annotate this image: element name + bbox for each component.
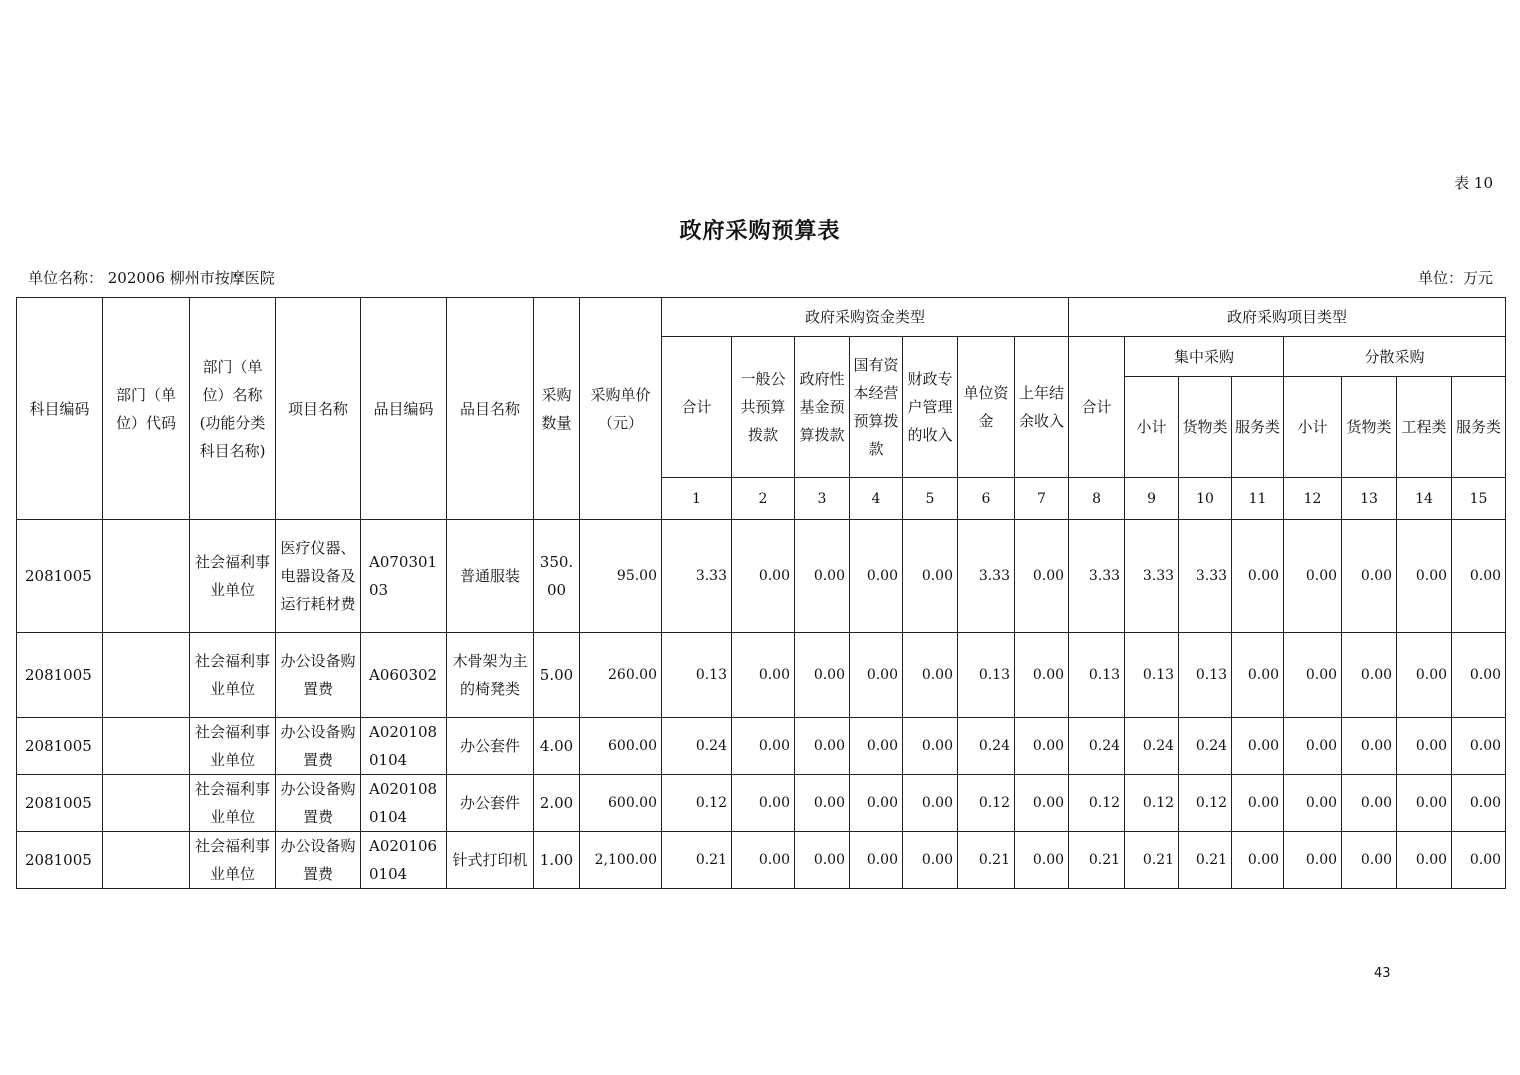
value-cell: 0.24 bbox=[662, 718, 732, 775]
value-cell: 0.00 bbox=[850, 718, 903, 775]
value-cell: 0.00 bbox=[1342, 718, 1397, 775]
value-cell: 0.00 bbox=[732, 520, 795, 633]
header-c-goods: 货物类 bbox=[1179, 377, 1232, 478]
col-index: 3 bbox=[795, 478, 850, 520]
value-cell: 3.33 bbox=[958, 520, 1015, 633]
header-gov-fund: 政府性基金预算拨款 bbox=[795, 337, 850, 478]
value-cell: 0.00 bbox=[1342, 520, 1397, 633]
item-name-cell: 办公套件 bbox=[447, 718, 534, 775]
table-row bbox=[17, 520, 1506, 633]
value-cell: 0.00 bbox=[903, 633, 958, 718]
value-cell: 0.00 bbox=[732, 633, 795, 718]
header-unit-price: 采购单价（元） bbox=[580, 298, 662, 520]
value-cell: 0.00 bbox=[732, 718, 795, 775]
dept-name-cell: 社会福利事业单位 bbox=[190, 633, 276, 718]
value-cell: 0.00 bbox=[795, 832, 850, 889]
value-cell: 0.00 bbox=[1284, 718, 1342, 775]
header-project-type-group: 政府采购项目类型 bbox=[1069, 298, 1506, 337]
value-cell: 0.00 bbox=[903, 775, 958, 832]
value-cell: 0.12 bbox=[1069, 775, 1125, 832]
col-index: 7 bbox=[1015, 478, 1069, 520]
value-cell: 0.00 bbox=[1232, 832, 1284, 889]
value-cell: 0.00 bbox=[1397, 718, 1452, 775]
value-cell: 0.13 bbox=[958, 633, 1015, 718]
value-cell: 0.24 bbox=[958, 718, 1015, 775]
col-index: 9 bbox=[1125, 478, 1179, 520]
project-name-cell: 办公设备购置费 bbox=[276, 718, 361, 775]
subject-code-cell: 2081005 bbox=[17, 633, 103, 718]
header-subject-code: 科目编码 bbox=[17, 298, 103, 520]
header-d-works: 工程类 bbox=[1397, 377, 1452, 478]
quantity-cell: 350.00 bbox=[534, 520, 580, 633]
dept-name-cell: 社会福利事业单位 bbox=[190, 520, 276, 633]
value-cell: 0.00 bbox=[850, 832, 903, 889]
col-index: 13 bbox=[1342, 478, 1397, 520]
header-decentralized: 分散采购 bbox=[1284, 337, 1506, 377]
quantity-cell: 2.00 bbox=[534, 775, 580, 832]
col-index: 12 bbox=[1284, 478, 1342, 520]
value-cell: 3.33 bbox=[1125, 520, 1179, 633]
value-cell: 0.00 bbox=[903, 832, 958, 889]
item-name-cell: 普通服装 bbox=[447, 520, 534, 633]
unit-price-cell: 600.00 bbox=[580, 718, 662, 775]
col-index: 10 bbox=[1179, 478, 1232, 520]
page-title: 政府采购预算表 bbox=[679, 218, 841, 244]
value-cell: 0.24 bbox=[1069, 718, 1125, 775]
value-cell: 0.00 bbox=[1015, 775, 1069, 832]
col-index: 1 bbox=[662, 478, 732, 520]
value-cell: 0.00 bbox=[732, 775, 795, 832]
value-cell: 0.13 bbox=[1069, 633, 1125, 718]
col-index: 5 bbox=[903, 478, 958, 520]
dept-code-cell bbox=[103, 832, 190, 889]
item-code-cell: A07030103 bbox=[361, 520, 447, 633]
value-cell: 0.00 bbox=[1284, 520, 1342, 633]
header-item-code: 品目编码 bbox=[361, 298, 447, 520]
item-name-cell: 木骨架为主的椅凳类 bbox=[447, 633, 534, 718]
value-cell: 0.00 bbox=[1397, 775, 1452, 832]
value-cell: 0.00 bbox=[1397, 520, 1452, 633]
col-index: 6 bbox=[958, 478, 1015, 520]
header-project-name: 项目名称 bbox=[276, 298, 361, 520]
value-cell: 0.00 bbox=[903, 718, 958, 775]
subject-code-cell: 2081005 bbox=[17, 718, 103, 775]
col-index: 11 bbox=[1232, 478, 1284, 520]
value-cell: 0.00 bbox=[795, 718, 850, 775]
col-index: 2 bbox=[732, 478, 795, 520]
header-prev-balance: 上年结余收入 bbox=[1015, 337, 1069, 478]
value-cell: 0.12 bbox=[958, 775, 1015, 832]
unit-price-cell: 600.00 bbox=[580, 775, 662, 832]
value-cell: 0.21 bbox=[1069, 832, 1125, 889]
header-general-budget: 一般公共预算拨款 bbox=[732, 337, 795, 478]
page-number: 43 bbox=[1374, 966, 1391, 981]
header-centralized: 集中采购 bbox=[1125, 337, 1284, 377]
value-cell: 0.00 bbox=[850, 775, 903, 832]
dept-code-cell bbox=[103, 775, 190, 832]
value-cell: 0.13 bbox=[1125, 633, 1179, 718]
value-cell: 0.00 bbox=[1284, 633, 1342, 718]
col-index: 15 bbox=[1452, 478, 1506, 520]
procurement-budget-table bbox=[16, 297, 1506, 889]
header-unit-fund: 单位资金 bbox=[958, 337, 1015, 478]
header-d-goods: 货物类 bbox=[1342, 377, 1397, 478]
table-row bbox=[17, 775, 1506, 832]
col-index: 8 bbox=[1069, 478, 1125, 520]
value-cell: 0.00 bbox=[1342, 633, 1397, 718]
dept-name-cell: 社会福利事业单位 bbox=[190, 832, 276, 889]
item-code-cell: A0201080104 bbox=[361, 718, 447, 775]
unit-name: 单位名称： 202006 柳州市按摩医院 bbox=[28, 269, 275, 287]
value-cell: 0.00 bbox=[850, 633, 903, 718]
item-name-cell: 办公套件 bbox=[447, 775, 534, 832]
value-cell: 0.00 bbox=[1232, 775, 1284, 832]
header-state-capital: 国有资本经营预算拨款 bbox=[850, 337, 903, 478]
table-row bbox=[17, 832, 1506, 889]
item-name-cell: 针式打印机 bbox=[447, 832, 534, 889]
header-project-total: 合计 bbox=[1069, 337, 1125, 478]
value-cell: 3.33 bbox=[662, 520, 732, 633]
table-row bbox=[17, 633, 1506, 718]
value-cell: 0.00 bbox=[1452, 520, 1506, 633]
value-cell: 0.00 bbox=[1015, 718, 1069, 775]
value-cell: 0.00 bbox=[1015, 832, 1069, 889]
value-cell: 0.00 bbox=[732, 832, 795, 889]
value-cell: 0.24 bbox=[1125, 718, 1179, 775]
dept-name-cell: 社会福利事业单位 bbox=[190, 718, 276, 775]
value-cell: 0.12 bbox=[1179, 775, 1232, 832]
value-cell: 0.13 bbox=[1179, 633, 1232, 718]
header-quantity: 采购数量 bbox=[534, 298, 580, 520]
project-name-cell: 办公设备购置费 bbox=[276, 832, 361, 889]
dept-code-cell bbox=[103, 520, 190, 633]
value-cell: 0.00 bbox=[1452, 718, 1506, 775]
value-cell: 0.00 bbox=[1397, 633, 1452, 718]
value-cell: 0.00 bbox=[1342, 775, 1397, 832]
header-fund-total: 合计 bbox=[662, 337, 732, 478]
value-cell: 0.00 bbox=[903, 520, 958, 633]
value-cell: 0.13 bbox=[662, 633, 732, 718]
quantity-cell: 4.00 bbox=[534, 718, 580, 775]
header-c-subtotal: 小计 bbox=[1125, 377, 1179, 478]
value-cell: 0.00 bbox=[795, 633, 850, 718]
header-d-subtotal: 小计 bbox=[1284, 377, 1342, 478]
value-cell: 0.21 bbox=[1125, 832, 1179, 889]
value-cell: 0.00 bbox=[1342, 832, 1397, 889]
value-cell: 0.00 bbox=[1284, 775, 1342, 832]
dept-code-cell bbox=[103, 718, 190, 775]
value-cell: 0.00 bbox=[1397, 832, 1452, 889]
quantity-cell: 5.00 bbox=[534, 633, 580, 718]
dept-code-cell bbox=[103, 633, 190, 718]
project-name-cell: 医疗仪器、电器设备及运行耗材费 bbox=[276, 520, 361, 633]
subject-code-cell: 2081005 bbox=[17, 775, 103, 832]
value-cell: 0.00 bbox=[850, 520, 903, 633]
value-cell: 3.33 bbox=[1069, 520, 1125, 633]
value-cell: 0.24 bbox=[1179, 718, 1232, 775]
table-number: 表 10 bbox=[1454, 174, 1493, 192]
header-fund-type-group: 政府采购资金类型 bbox=[662, 298, 1069, 337]
table-row bbox=[17, 718, 1506, 775]
header-c-service: 服务类 bbox=[1232, 377, 1284, 478]
value-cell: 0.00 bbox=[795, 520, 850, 633]
value-cell: 0.00 bbox=[1015, 520, 1069, 633]
unit-price-cell: 95.00 bbox=[580, 520, 662, 633]
col-index: 4 bbox=[850, 478, 903, 520]
unit-price-cell: 260.00 bbox=[580, 633, 662, 718]
project-name-cell: 办公设备购置费 bbox=[276, 775, 361, 832]
value-cell: 0.21 bbox=[662, 832, 732, 889]
header-fiscal-special: 财政专户管理的收入 bbox=[903, 337, 958, 478]
item-code-cell: A060302 bbox=[361, 633, 447, 718]
item-code-cell: A0201060104 bbox=[361, 832, 447, 889]
value-cell: 3.33 bbox=[1179, 520, 1232, 633]
value-cell: 0.00 bbox=[1232, 718, 1284, 775]
header-dept-name: 部门（单位）名称(功能分类科目名称) bbox=[190, 298, 276, 520]
project-name-cell: 办公设备购置费 bbox=[276, 633, 361, 718]
value-cell: 0.12 bbox=[1125, 775, 1179, 832]
subject-code-cell: 2081005 bbox=[17, 832, 103, 889]
value-cell: 0.21 bbox=[958, 832, 1015, 889]
value-cell: 0.00 bbox=[1284, 832, 1342, 889]
unit-price-cell: 2,100.00 bbox=[580, 832, 662, 889]
header-dept-code: 部门（单位）代码 bbox=[103, 298, 190, 520]
value-cell: 0.00 bbox=[1452, 775, 1506, 832]
currency-unit: 单位：万元 bbox=[1417, 269, 1493, 287]
header-item-name: 品目名称 bbox=[447, 298, 534, 520]
value-cell: 0.12 bbox=[662, 775, 732, 832]
header-d-service: 服务类 bbox=[1452, 377, 1506, 478]
dept-name-cell: 社会福利事业单位 bbox=[190, 775, 276, 832]
value-cell: 0.00 bbox=[1232, 520, 1284, 633]
value-cell: 0.00 bbox=[1015, 633, 1069, 718]
value-cell: 0.00 bbox=[1232, 633, 1284, 718]
value-cell: 0.21 bbox=[1179, 832, 1232, 889]
subject-code-cell: 2081005 bbox=[17, 520, 103, 633]
value-cell: 0.00 bbox=[1452, 633, 1506, 718]
value-cell: 0.00 bbox=[1452, 832, 1506, 889]
col-index: 14 bbox=[1397, 478, 1452, 520]
value-cell: 0.00 bbox=[795, 775, 850, 832]
item-code-cell: A0201080104 bbox=[361, 775, 447, 832]
quantity-cell: 1.00 bbox=[534, 832, 580, 889]
